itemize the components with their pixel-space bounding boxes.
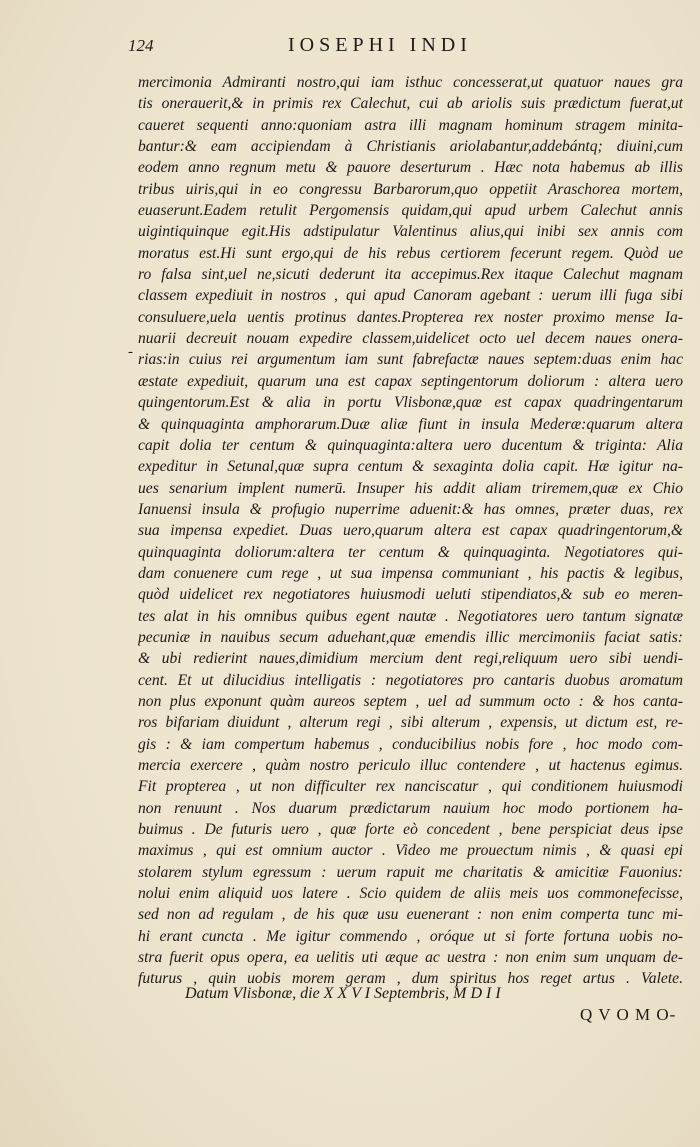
text-line: sed non ad regulam , de his quæ usu euenerant : non enim comperta tunc mi- xyxy=(138,906,683,924)
text-line: mercia exercere , quàm nostro periculo illuc contendere , ut hactenus egimus. xyxy=(138,757,683,774)
text-line: eodem anno regnum metu & pauore deserturum . Hæc nota habemus ab illis xyxy=(138,159,683,177)
text-line: & quinquaginta amphorarum.Duæ aliæ fiunt in insula Mederæ:quarum altera xyxy=(138,415,683,433)
text-line: moratus est.Hi sunt ergo,qui de his rebus certiorem fecerunt regem. Quòd ue xyxy=(138,244,683,262)
text-line: Ianuensi insula & profugio nuperrime aduenit:& has omnes, præter duas, rex xyxy=(138,500,683,518)
text-line: uigintiquinque egit.His adstipulatur Valentinus alius,qui inibi sex annis com xyxy=(138,223,683,241)
text-line: bantur:& eam accipiendam à Christianis ariolabantur,addebántq; diuini,cum xyxy=(138,138,683,156)
text-line: Fit propterea , ut non difficulter rex nanciscatur , qui conditionem huiusmodi xyxy=(138,778,683,796)
text-line: ro falsa sint,uel ne,sicuti dederunt ita accepimus.Rex itaque Calechut magnam xyxy=(138,266,683,284)
text-line: pecuniæ in nauibus secum aduehant,quæ emendis illic mercimoniis faciat satis: xyxy=(138,628,683,646)
text-line: nuarii decreuit nouam expedire classem,uidelicet octo uel decem naues onera- xyxy=(138,330,683,348)
text-line: æstate expediuit, quarum una est capax septingentorum doliorum : altera uero xyxy=(138,372,683,390)
text-line: consuluere,uela uentis protinus dantes.Propterea rex noster proximo mense Ia- xyxy=(138,308,683,326)
text-line: mercimonia Admiranti nostro,qui iam isthuc concesserat,ut quatuor naues gra xyxy=(138,74,683,91)
text-line: gis : & iam compertum habemus , conducibilius nobis fore , hoc modo com- xyxy=(138,735,683,753)
text-line: euaserunt.Eadem retulit Pergomensis quidam,qui apud urbem Calechut annis xyxy=(138,202,683,220)
text-line: non renuunt . Nos duarum prædictarum nauium hoc modo portionem ha- xyxy=(138,799,683,817)
text-line: buimus . De futuris uero , quæ forte eò concedent , bene perspiciat deus ipse xyxy=(138,821,683,839)
running-title: IOSEPHI INDI xyxy=(288,34,472,56)
text-line: maximus , qui est omnium auctor . Video me prouectum nimis , & quasi epi xyxy=(138,842,683,860)
body-text xyxy=(138,72,683,990)
text-line: capit dolia ter centum & quinquaginta:altera uero ducentum & triginta: Alia xyxy=(138,436,683,454)
text-line: expeditur in Setunal,quæ supra centum & sexaginta dolia capit. Hæ igitur na- xyxy=(138,458,683,476)
text-line: ues senarium implent numerū. Insuper his addit aliam triremem,quæ ex Chio xyxy=(138,479,683,497)
text-line: & ubi redierint naues,dimidium mercium dent regi,reliquum uero sibi uendi- xyxy=(138,650,683,668)
text-line: sua impensa expediet. Duas uero,quarum altera est capax quadringentorum,& xyxy=(138,522,683,540)
text-line: nolui enim aliquid uos latere . Scio quidem de aliis meis uos commonefecisse, xyxy=(138,885,683,903)
text-line: classem expediuit in nostros , qui apud Canoram agebant : uerum illi fuga sibi xyxy=(138,287,683,305)
margin-mark: - xyxy=(128,344,133,360)
text-line: dam conuenere cum rege , ut sua impensa communiant , his pactis & legibus, xyxy=(138,564,683,582)
text-line: caueret sequenti anno:quoniam astra illi magnam hominum stragem minita- xyxy=(138,116,683,134)
page-header xyxy=(120,34,660,60)
text-line: tes alat in his omnibus quibus egent nautæ . Negotiatores uero tantum signatæ xyxy=(138,607,683,625)
text-line: quingentorum.Est & alia in portu Vlisbonæ,quæ est capax quadringentarum xyxy=(138,394,683,412)
text-line: futurus , quin uobis morem geram , dum spiritus hos reget artus . Valete. xyxy=(138,970,683,988)
text-line: cent. Et ut dilucidius intelligatis : negotiatores pro cantaris duobus aromatum xyxy=(138,671,683,689)
text-line: hi erant cuncta . Me igitur commendo , oróque ut si forte fortuna uobis no- xyxy=(138,927,683,945)
text-line: stra fuerit opus opera, ea uelitis uti æque ac uestra : non enim sum unquam de- xyxy=(138,949,683,967)
text-line: quinquaginta doliorum:altera ter centum & quinquaginta. Negotiatores qui- xyxy=(138,543,683,561)
text-line: rias:in cuius rei argumentum iam sunt fabrefactæ naues septem:duas enim hac xyxy=(138,351,683,369)
text-line: non plus exponunt quàm aureos septem , uel ad summum octo : & hos canta- xyxy=(138,692,683,710)
text-line: stolarem stylum egressum : uerum rapuit me charitatis & amicitiæ Fauonius: xyxy=(138,863,683,881)
dateline: Datum Vlisbonæ, die X X V I Septembris, M D I I xyxy=(185,985,501,1002)
text-line: ros bifariam diuidunt , alterum regi , sibi alterum , expensis, ut dictum est, re- xyxy=(138,714,683,732)
page-number: 124 xyxy=(128,36,154,55)
catchword: Q V O M O- xyxy=(580,1005,677,1024)
text-line: quòd uidelicet rex negotiatores huiusmodi ueluti stipendiatos,& sub eo meren- xyxy=(138,586,683,604)
text-line: tribus uiris,qui in eo congressu Barbarorum,quo oppetiit Araschorea mortem, xyxy=(138,180,683,198)
text-line: tis onerauerit,& in primis rex Calechut, cui ab ariolis suis prædictum fuerat,ut xyxy=(138,95,683,113)
